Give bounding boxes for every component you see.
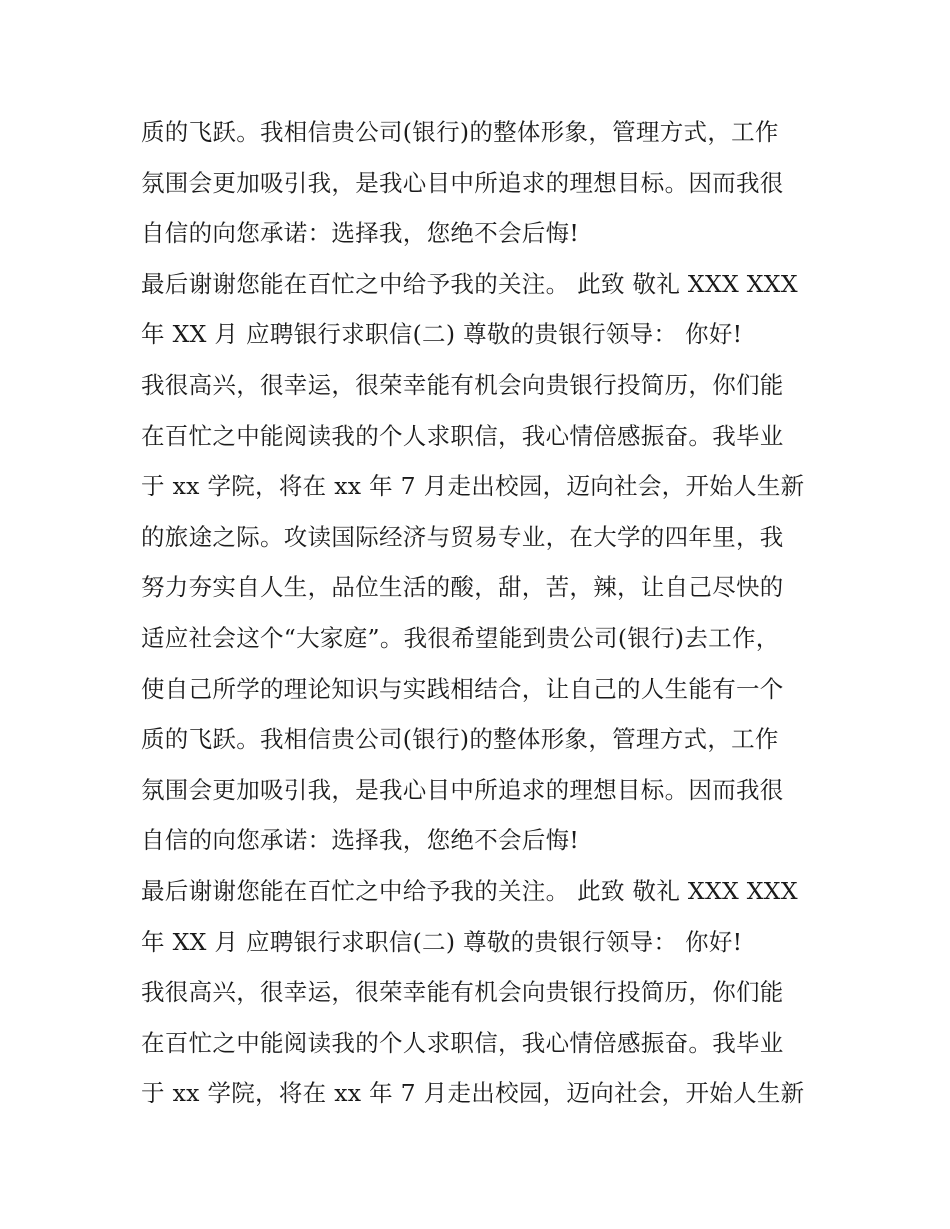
text-line: 适应社会这个“大家庭”。我很希望能到贵公司(银行)去工作， — [141, 623, 780, 652]
text-line: 年 XX 月 应聘银行求职信(二) 尊敬的贵银行领导： 你好! — [141, 927, 743, 956]
text-line: 年 XX 月 应聘银行求职信(二) 尊敬的贵银行领导： 你好! — [141, 320, 743, 349]
text-line: 在百忙之中能阅读我的个人求职信，我心情倍感振奋。我毕业 — [141, 1028, 784, 1057]
text-line: 质的飞跃。我相信贵公司(银行)的整体形象，管理方式，工作 — [141, 118, 779, 146]
text-line: 我很高兴，很幸运，很荣幸能有机会向贵银行投简历，你们能 — [141, 978, 784, 1007]
text-line: 于 xx 学院，将在 xx 年 7 月走出校园，迈向社会，开始人生新 — [141, 1079, 805, 1108]
text-line: 自信的向您承诺：选择我，您绝不会后悔! — [141, 826, 580, 855]
text-line: 氛围会更加吸引我，是我心目中所追求的理想目标。因而我很 — [141, 775, 784, 804]
text-line: 努力夯实自人生，品位生活的酸，甜，苦，辣，让自己尽快的 — [141, 573, 784, 602]
document-body — [141, 107, 821, 1119]
text-line: 在百忙之中能阅读我的个人求职信，我心情倍感振奋。我毕业 — [141, 421, 784, 450]
text-line: 最后谢谢您能在百忙之中给予我的关注。 此致 敬礼 XXX XXX — [141, 876, 798, 905]
text-line: 的旅途之际。攻读国际经济与贸易专业，在大学的四年里，我 — [141, 522, 784, 551]
text-line: 于 xx 学院，将在 xx 年 7 月走出校园，迈向社会，开始人生新 — [141, 472, 805, 501]
text-line: 使自己所学的理论知识与实践相结合，让自己的人生能有一个 — [141, 674, 784, 703]
text-line: 我很高兴，很幸运，很荣幸能有机会向贵银行投简历，你们能 — [141, 370, 784, 399]
text-line: 自信的向您承诺：选择我，您绝不会后悔! — [141, 219, 580, 248]
text-line: 质的飞跃。我相信贵公司(银行)的整体形象，管理方式，工作 — [141, 725, 779, 754]
text-line: 氛围会更加吸引我，是我心目中所追求的理想目标。因而我很 — [141, 168, 784, 197]
text-line: 最后谢谢您能在百忙之中给予我的关注。 此致 敬礼 XXX XXX — [141, 269, 798, 298]
